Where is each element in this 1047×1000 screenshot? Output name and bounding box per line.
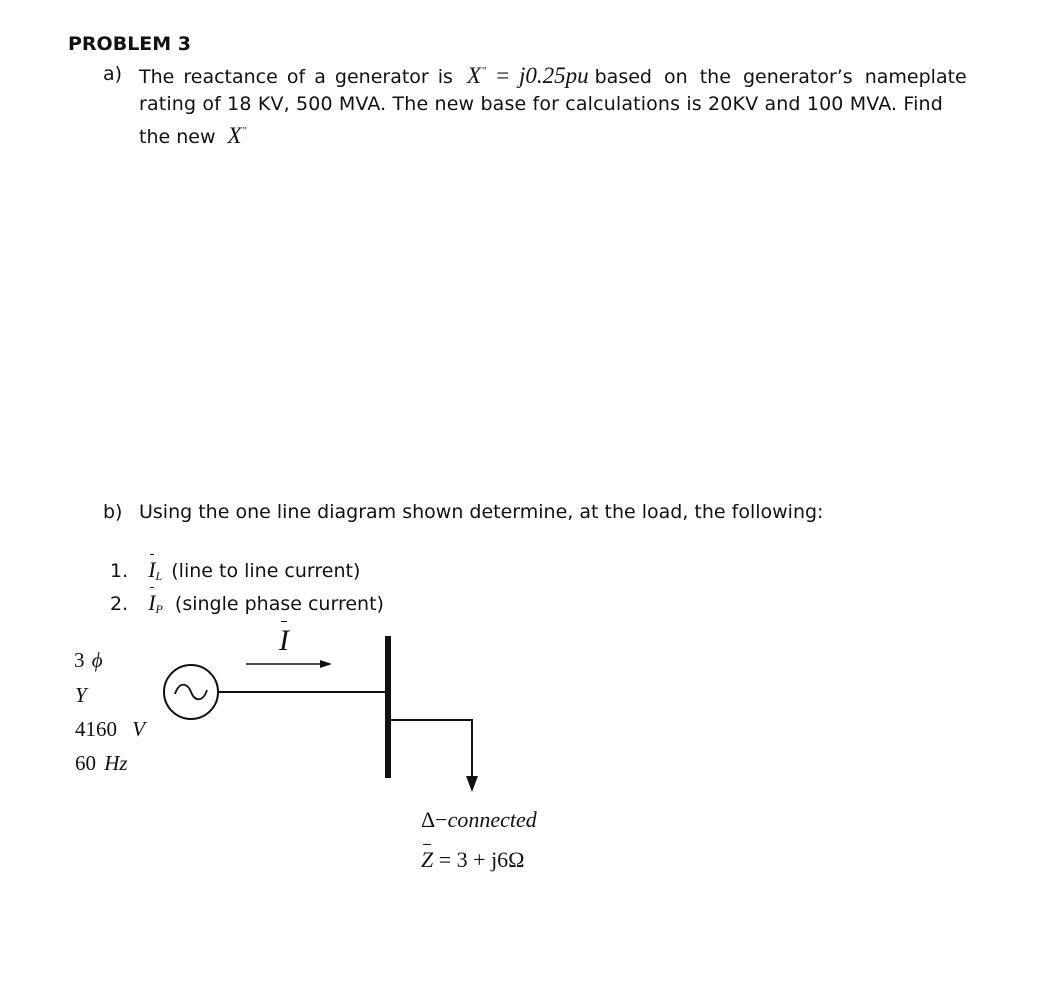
z-symbol: Z bbox=[421, 847, 434, 872]
impedance-value: = 3 + j6Ω bbox=[438, 847, 525, 872]
part-a-line-1-prefix: The reactance of a generator is bbox=[139, 66, 453, 88]
double-prime: " bbox=[482, 65, 487, 77]
item-number: 1. bbox=[110, 560, 129, 582]
line-current-symbol: I bbox=[148, 557, 156, 582]
impedance-label bbox=[421, 847, 525, 873]
voltage-unit: V bbox=[132, 717, 146, 741]
line-current-subscript: L bbox=[155, 569, 163, 583]
x-new-double-prime: " bbox=[242, 125, 248, 137]
part-b-intro: Using the one line diagram shown determine, at the load, the following: bbox=[139, 501, 824, 523]
item-text: (single phase current) bbox=[174, 593, 384, 615]
x-value: j0.25 bbox=[518, 63, 566, 88]
item-number: 2. bbox=[110, 593, 129, 615]
connection-label: Y bbox=[75, 683, 87, 707]
problem-title: PROBLEM 3 bbox=[68, 33, 192, 55]
part-a-line-2: rating of 18 KV, 500 MVA. The new base for calculations is 20KV and 100 MVA. Find bbox=[139, 93, 943, 115]
sine-wave-icon bbox=[175, 685, 207, 700]
frequency-unit: Hz bbox=[104, 751, 128, 775]
frequency-number: 60 bbox=[75, 751, 96, 775]
phase-current-subscript: P bbox=[155, 602, 163, 616]
delta-connected-label bbox=[421, 807, 537, 833]
delta-symbol: Δ bbox=[421, 807, 436, 832]
equals-sign: = bbox=[496, 63, 510, 88]
part-a-label: a) bbox=[103, 63, 123, 85]
phase-number: 3 bbox=[74, 648, 85, 672]
voltage-number: 4160 bbox=[75, 717, 117, 741]
pu-unit: pu bbox=[565, 63, 589, 88]
load-line bbox=[388, 720, 472, 780]
phi-symbol: ϕ bbox=[91, 648, 103, 672]
x-new-symbol: X bbox=[227, 123, 242, 148]
load-arrow-head bbox=[466, 776, 478, 792]
part-a-line-3-prefix: the new bbox=[139, 126, 216, 148]
current-arrow-head bbox=[320, 660, 332, 668]
dash: − bbox=[435, 807, 448, 832]
part-a-line-1-suffix: based on the generator’s nameplate bbox=[594, 66, 967, 88]
item-text: (line to line current) bbox=[171, 560, 361, 582]
part-b-label: b) bbox=[103, 501, 123, 523]
current-label: I bbox=[279, 624, 289, 657]
x-symbol: X bbox=[466, 63, 481, 88]
phase-current-symbol: I bbox=[148, 590, 156, 615]
connected-text: connected bbox=[447, 807, 537, 832]
